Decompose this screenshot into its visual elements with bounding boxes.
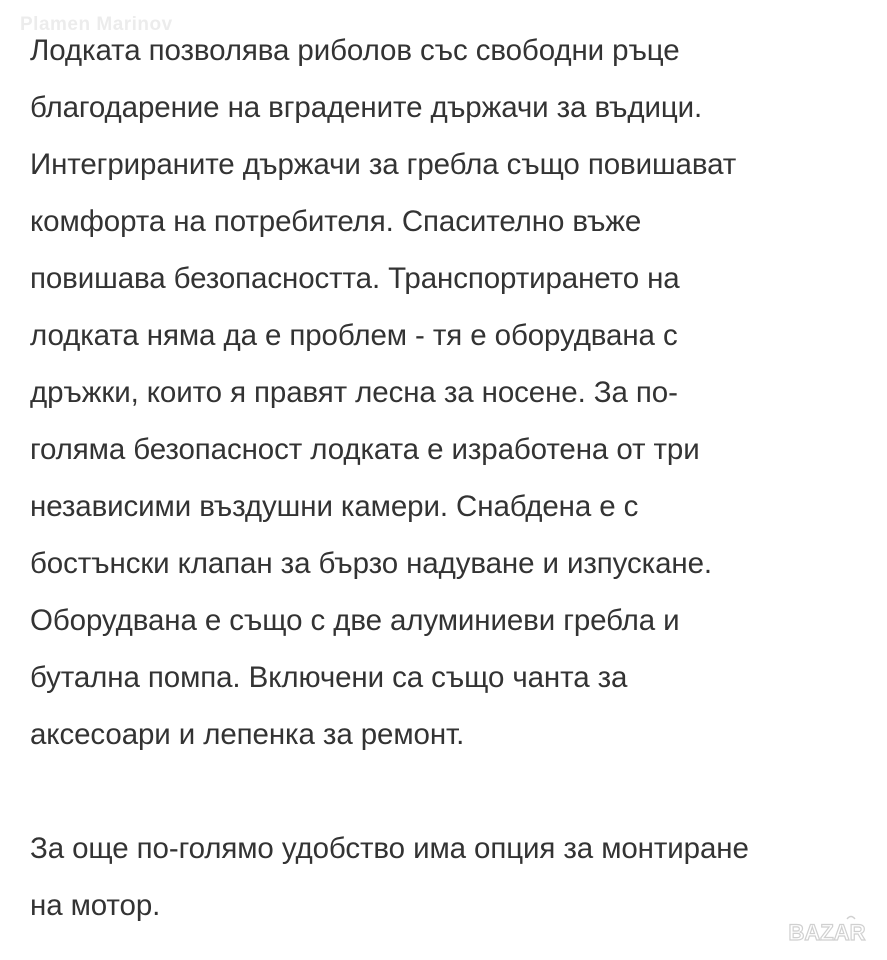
description-paragraph-1 <box>30 22 870 763</box>
text-line: на мотор. <box>30 889 161 922</box>
text-line: независими въздушни камери. Снабдена е с <box>30 490 639 523</box>
text-line: благодарение на вградените държачи за въдици. <box>30 91 703 124</box>
text-line: аксесоари и лепенка за ремонт. <box>30 718 465 751</box>
paragraph-spacer <box>30 763 870 820</box>
bazar-watermark-logo <box>777 910 877 950</box>
text-line: бутална помпа. Включени са също чанта за <box>30 661 628 694</box>
description-paragraph-2 <box>30 820 870 934</box>
listing-description <box>30 22 870 934</box>
text-line: За още по-голямо удобство има опция за монтиране <box>30 832 749 865</box>
text-line: голяма безопасност лодката е изработена от три <box>30 433 700 466</box>
bazar-logo-text: BAZAR <box>788 920 866 945</box>
text-line: бостънски клапан за бързо надуване и изпускане. <box>30 547 712 580</box>
text-line: лодката няма да е проблем - тя е оборудвана с <box>30 319 678 352</box>
text-line: Лодката позволява риболов със свободни ръце <box>30 34 680 67</box>
text-line: повишава безопасността. Транспортирането на <box>30 262 680 295</box>
logo-arc-icon <box>847 917 855 920</box>
text-line: Оборудвана е също с две алуминиеви гребла и <box>30 604 680 637</box>
text-line: комфорта на потребителя. Спасително въже <box>30 205 642 238</box>
text-line: дръжки, които я правят лесна за носене. За по- <box>30 376 678 409</box>
watermark-author: Plamen Marinov <box>20 14 173 35</box>
text-line: Интегрираните държачи за гребла също повишават <box>30 148 737 181</box>
